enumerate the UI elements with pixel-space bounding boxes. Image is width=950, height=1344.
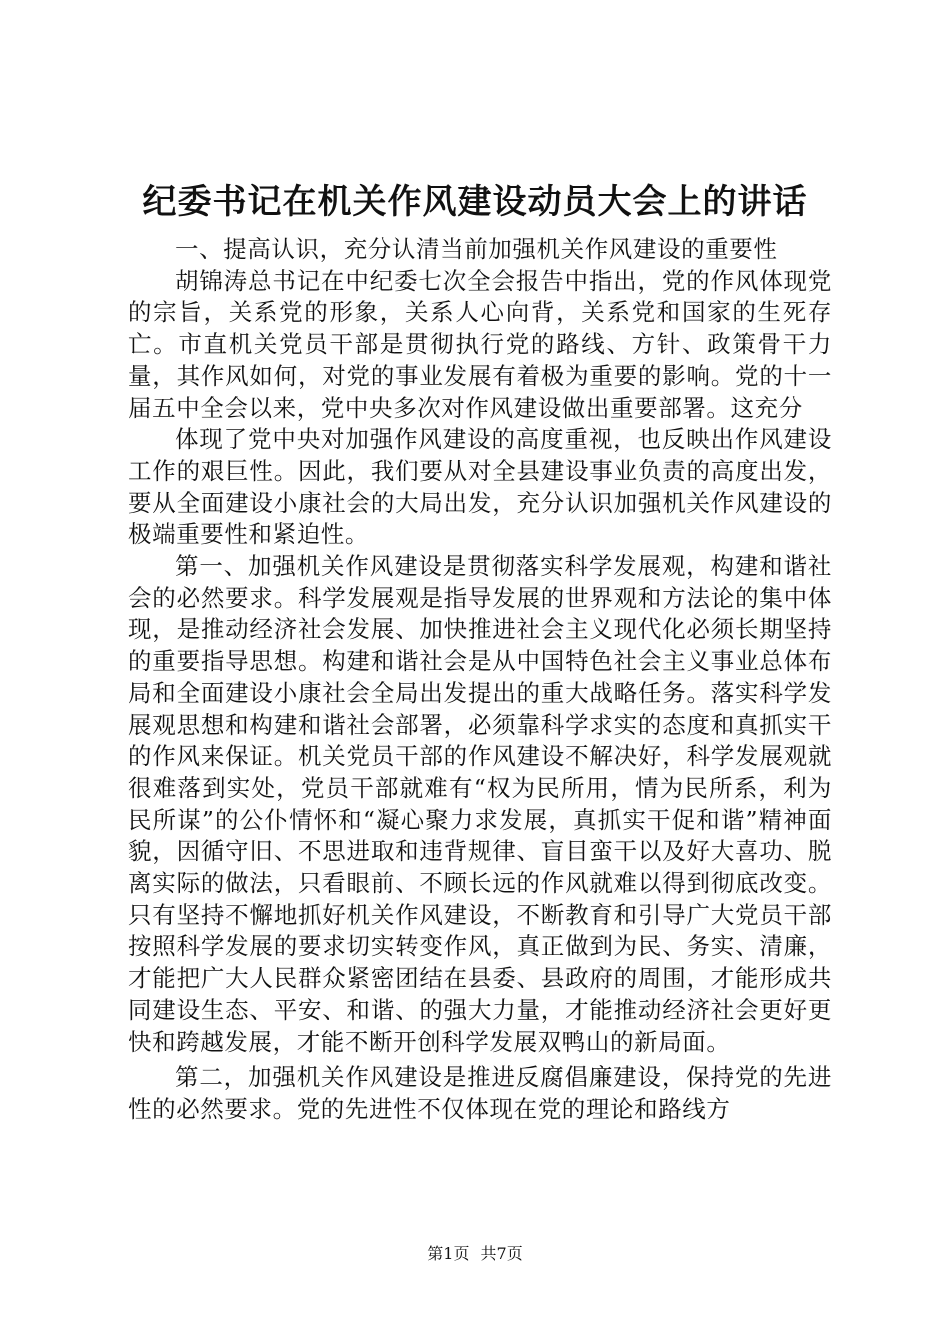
page-footer [0,1244,950,1264]
document-body [128,234,832,1126]
section-heading: 一、提高认识，充分认清当前加强机关作风建设的重要性 [175,235,778,263]
paragraph: 胡锦涛总书记在中纪委七次全会报告中指出，党的作风体现党的宗旨，关系党的形象，关系人心向背，关系党和国家的生死存亡。市直机关党员干部是贯彻执行党的路线、方针、政策骨干力量，其作风如何，对党的事业发展有着极为重要的影响。党的十一届五中全会以来，党中央多次对作风建设做出重要部署。这充分 [128,266,832,422]
paragraph: 第二，加强机关作风建设是推进反腐倡廉建设，保持党的先进性的必然要求。党的先进性不仅体现在党的理论和路线方 [128,1063,832,1123]
paragraph: 体现了党中央对加强作风建设的高度重视，也反映出作风建设工作的艰巨性。因此，我们要从对全县建设事业负责的高度出发，要从全面建设小康社会的大局出发，充分认识加强机关作风建设的极端重要性和紧迫性。 [128,425,832,549]
page-total: 共7页 [480,1244,523,1263]
document-title: 纪委书记在机关作风建设动员大会上的讲话 [142,182,808,222]
page-number: 第1页 [427,1244,470,1263]
paragraph: 第一、加强机关作风建设是贯彻落实科学发展观，构建和谐社会的必然要求。科学发展观是指导发展的世界观和方法论的集中体现，是推动经济社会发展、加快推进社会主义现代化必须长期坚持的重要指导思想。构建和谐社会是从中国特色社会主义事业总体布局和全面建设小康社会全局出发提出的重大战略任务。落实科学发展观思想和构建和谐社会部署，必须靠科学求实的态度和真抓实干的作风来保证。机关党员干部的作风建设不解决好，科学发展观就很难落到实处，党员干部就难有“权为民所用，情为民所系，利为民所谋”的公仆情怀和“凝心聚力求发展，真抓实干促和谐”精神面貌，因循守旧、不思进取和违背规律、盲目蛮干以及好大喜功、脱离实际的做法，只看眼前、不顾长远的作风就难以得到彻底改变。只有坚持不懈地抓好机关作风建设，不断教育和引导广大党员干部按照科学发展的要求切实转变作风，真正做到为民、务实、清廉，才能把广大人民群众紧密团结在县委、县政府的周围，才能形成共同建设生态、平安、和谐、的强大力量，才能推动经济社会更好更快和跨越发展，才能不断开创科学发展双鸭山的新局面。 [128,552,832,1056]
